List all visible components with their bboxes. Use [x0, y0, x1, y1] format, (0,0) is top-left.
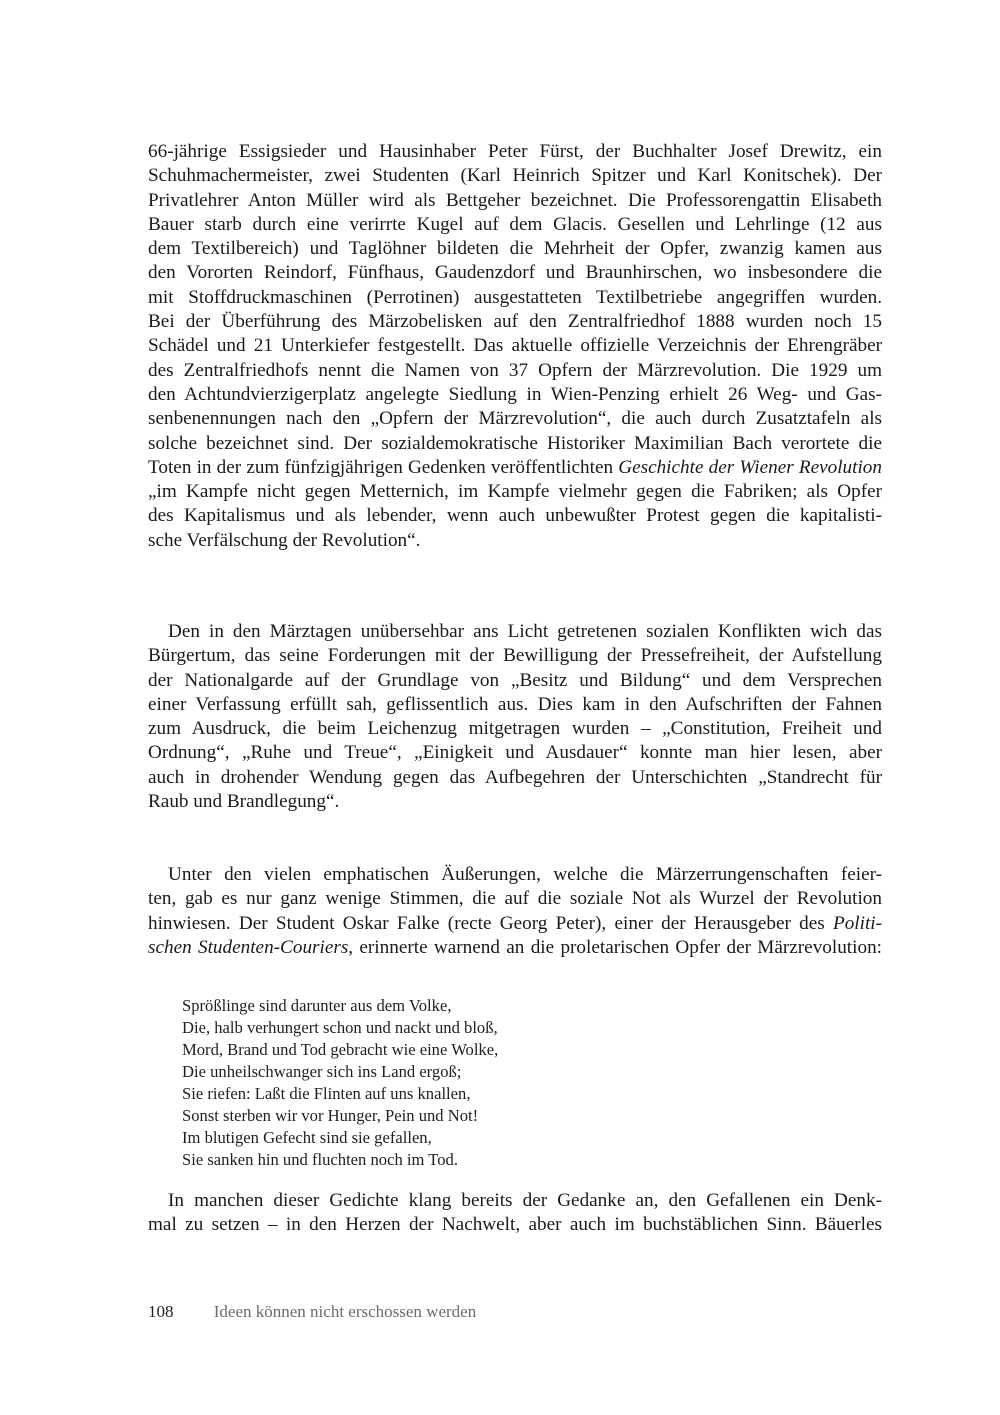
- text-line: Unter den vielen emphatischen Äußerungen, welche die Märzerrungenschaften feier-: [168, 864, 882, 885]
- text-line: senbenennungen nach den „Opfern der Märzrevolution“, die auch durch Zusatztafeln als: [148, 408, 882, 430]
- text-line: mal zu setzen – in den Herzen der Nachwelt, aber auch im buchstäblichen Sinn. Bäuerles: [148, 1214, 882, 1236]
- running-head: Ideen können nicht erschossen werden: [213, 1302, 477, 1321]
- text-line: Raub und Brandlegung“.: [148, 791, 340, 813]
- verse-line: Sie sanken hin und fluchten noch im Tod.: [182, 1150, 458, 1169]
- text-line: den Vororten Reindorf, Fünfhaus, Gaudenzdorf und Braunhirschen, wo insbesondere die: [148, 262, 882, 284]
- text-line: „im Kampfe nicht gegen Metternich, im Kampfe vielmehr gegen die Fabriken; als Opfer: [148, 481, 882, 503]
- text-line: auch in drohender Wendung gegen das Aufbegehren der Unterschichten „Standrecht für: [148, 766, 882, 788]
- text-line: mit Stoffdruckmaschinen (Perrotinen) ausgestatteten Textilbetriebe angegriffen wurden.: [148, 286, 882, 308]
- book-title: Geschichte der Wiener Revolution: [618, 456, 882, 478]
- text-line: zum Ausdruck, die beim Leichenzug mitgetragen wurden – „Constitution, Freiheit und: [148, 718, 882, 740]
- page-number: 108: [148, 1302, 174, 1321]
- page-footer: [148, 1301, 476, 1323]
- text-line: dem Textilbereich) und Taglöhner bildeten die Mehrheit der Opfer, zwanzig kamen aus: [148, 238, 882, 260]
- text-line: Bürgertum, das seine Forderungen mit der Bewilligung der Pressefreiheit, der Aufstellung: [148, 645, 882, 667]
- text-line: solche bezeichnet sind. Der sozialdemokratische Historiker Maximilian Bach verortete die: [148, 432, 882, 454]
- paragraph-3: [148, 863, 882, 960]
- text-line: Privatlehrer Anton Müller wird als Bettgeher bezeichnet. Die Professorengattin Elisabeth: [148, 189, 882, 211]
- periodical-title: schen Studenten-Couriers,: [148, 936, 354, 958]
- verse-line: Sprößlinge sind darunter aus dem Volke,: [182, 996, 452, 1015]
- text-line: einer Verfassung erfüllt sah, geflissentlich aus. Dies kam in den Aufschriften der Fahnen: [148, 693, 882, 715]
- text-line: ten, gab es nur ganz wenige Stimmen, die auf die soziale Not als Wurzel der Revolution: [148, 888, 882, 910]
- text-line: den Achtundvierzigerplatz angelegte Siedlung in Wien-Penzing erhielt 26 Weg- und Gas-: [148, 383, 882, 405]
- text-line: der Nationalgarde auf der Grundlage von „Besitz und Bildung“ und dem Versprechen: [148, 669, 882, 691]
- text-line: sche Verfälschung der Revolution“.: [148, 529, 421, 551]
- text-line: Den in den Märztagen unübersehbar ans Licht getretenen sozialen Konflikten wich das: [168, 621, 882, 642]
- text-line-with-title: [148, 912, 882, 936]
- text-span: Toten in der zum fünfzigjährigen Gedenken veröffentlichten: [148, 456, 619, 478]
- text-line-with-title: [148, 456, 882, 480]
- paragraph-4: [148, 1189, 882, 1238]
- verse-line: Die, halb verhungert schon und nackt und bloß,: [182, 1018, 498, 1037]
- paragraph-2: [148, 620, 882, 814]
- text-span: erinnerte warnend an die proletarischen Opfer der Märzrevolution:: [353, 936, 882, 958]
- text-line: In manchen dieser Gedichte klang bereits der Gedanke an, den Gefallenen ein Denk-: [168, 1190, 882, 1211]
- text-span: hinwiesen. Der Student Oskar Falke (recte Georg Peter), einer der Herausgeber des: [148, 912, 833, 934]
- text-line-with-title: [148, 936, 882, 960]
- text-line: 66-jährige Essigsieder und Hausinhaber Peter Fürst, der Buchhalter Josef Drewitz, ein: [148, 141, 882, 162]
- paragraph-1: [148, 140, 882, 553]
- text-line: Bauer starb durch eine verirrte Kugel auf dem Glacis. Gesellen und Lehrlinge (12 aus: [148, 213, 882, 235]
- verse-line: Sie riefen: Laßt die Flinten auf uns knallen,: [182, 1084, 471, 1103]
- verse-quotation: [182, 995, 498, 1171]
- text-line: Schädel und 21 Unterkiefer festgestellt. Das aktuelle offizielle Verzeichnis der Ehrengräber: [148, 335, 882, 357]
- text-line: des Zentralfriedhofs nennt die Namen von 37 Opfern der Märzrevolution. Die 1929 um: [148, 359, 882, 381]
- text-line: Ordnung“, „Ruhe und Treue“, „Einigkeit und Ausdauer“ konnte man hier lesen, aber: [148, 742, 882, 764]
- verse-line: Mord, Brand und Tod gebracht wie eine Wolke,: [182, 1040, 499, 1059]
- periodical-title: Politi-: [832, 912, 882, 934]
- text-line: Bei der Überführung des Märzobelisken auf den Zentralfriedhof 1888 wurden noch 15: [148, 311, 882, 333]
- verse-line: Die unheilschwanger sich ins Land ergoß;: [182, 1062, 462, 1081]
- text-line: des Kapitalismus und als lebender, wenn auch unbewußter Protest gegen die kapitalisti-: [148, 505, 882, 527]
- verse-line: Im blutigen Gefecht sind sie gefallen,: [182, 1128, 432, 1147]
- text-line: Schuhmachermeister, zwei Studenten (Karl Heinrich Spitzer und Karl Konitschek). Der: [148, 165, 882, 187]
- verse-line: Sonst sterben wir vor Hunger, Pein und Not!: [182, 1106, 479, 1125]
